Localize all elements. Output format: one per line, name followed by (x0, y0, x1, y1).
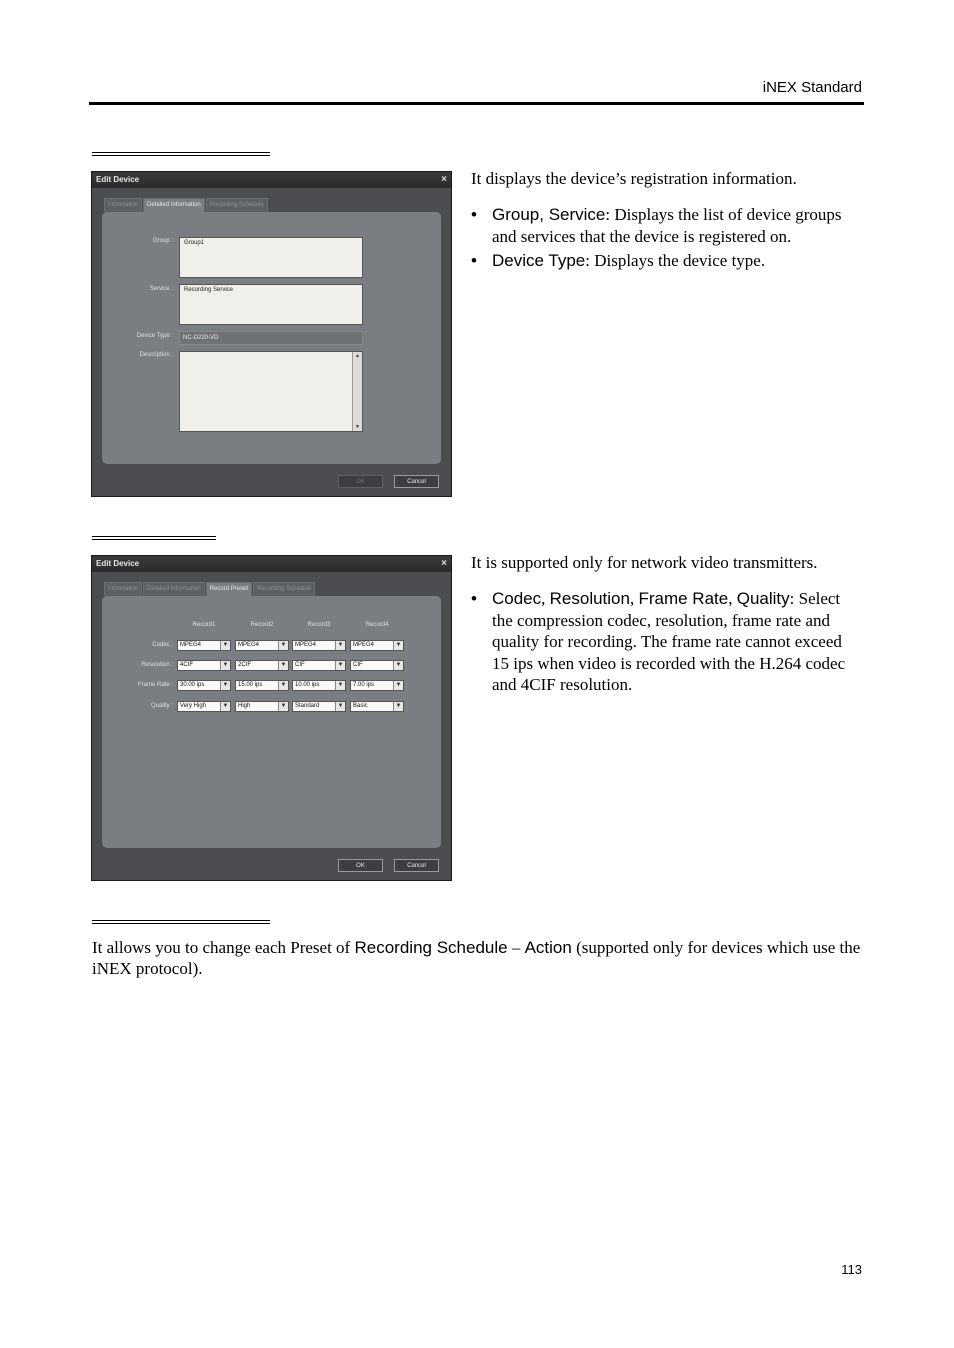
record-preset-panel (102, 596, 441, 848)
dialog-tabs (104, 198, 269, 212)
section3-term-action: Action (524, 938, 572, 957)
chevron-down-icon: ▼ (278, 661, 288, 670)
group-list[interactable] (179, 237, 363, 278)
dialog-title: Edit Device (92, 172, 451, 188)
description-scrollbar[interactable] (352, 352, 362, 431)
device-type-label: Device Type : (136, 333, 173, 339)
group-value: Group1 (184, 240, 205, 246)
service-label: Service : (149, 286, 173, 292)
codec-label: Codec : (152, 642, 173, 648)
bullet-term: Group, Service (492, 205, 606, 224)
scroll-down-icon[interactable]: ▼ (355, 424, 360, 430)
ok-button[interactable]: OK (338, 859, 383, 872)
chevron-down-icon: ▼ (220, 702, 230, 711)
select-value: MPEG4 (180, 642, 202, 648)
column-header-record2: Record2 (250, 622, 274, 628)
frame-rate-select-3[interactable] (292, 680, 346, 691)
bullet-term-resolution: Resolution (549, 589, 630, 608)
section1-bullets (471, 204, 863, 275)
column-header-record3: Record3 (307, 622, 331, 628)
quality-select-4[interactable] (350, 701, 404, 712)
chevron-down-icon: ▼ (335, 661, 345, 670)
chevron-down-icon: ▼ (335, 681, 345, 690)
column-header-record1: Record1 (192, 622, 216, 628)
quality-label: Quality : (150, 703, 173, 709)
select-value: CIF (353, 662, 363, 668)
tab-recording-schedule[interactable]: Recording Schedule (253, 582, 315, 596)
chevron-down-icon: ▼ (393, 681, 403, 690)
service-list[interactable] (179, 284, 363, 325)
bullet-desc: : Displays the device type. (585, 251, 766, 270)
detailed-information-panel (102, 212, 441, 464)
chevron-down-icon: ▼ (335, 641, 345, 650)
select-value: Basic (353, 703, 368, 709)
chevron-down-icon: ▼ (220, 641, 230, 650)
section3-term-recording-schedule: Recording Schedule (354, 938, 508, 957)
list-item (471, 250, 863, 272)
frame-rate-select-1[interactable] (177, 680, 231, 691)
select-value: High (238, 703, 251, 709)
section2-intro: It is supported only for network video transmitters. (471, 553, 818, 572)
chevron-down-icon: ▼ (220, 661, 230, 670)
select-value: MPEG4 (295, 642, 317, 648)
cancel-button[interactable]: Cancel (394, 475, 439, 488)
group-label: Group : (152, 238, 173, 244)
frame-rate-select-2[interactable] (235, 680, 289, 691)
select-value: 30.00 ips (180, 682, 205, 688)
chevron-down-icon: ▼ (278, 641, 288, 650)
section-heading-rule-2 (92, 536, 216, 540)
close-icon[interactable]: × (441, 558, 447, 569)
select-value: 10.00 ips (295, 682, 320, 688)
section3-text-after: (supported only for devices which use the iNEX protocol). (92, 938, 861, 978)
quality-select-1[interactable] (177, 701, 231, 712)
cancel-button[interactable]: Cancel (394, 859, 439, 872)
codec-select-2[interactable] (235, 640, 289, 651)
dialog-tabs (104, 582, 316, 596)
resolution-select-4[interactable] (350, 660, 404, 671)
select-value: 15.00 ips (238, 682, 263, 688)
bullet-term: Device Type (492, 251, 586, 270)
bullet-desc: : Displays the list of device groups and services that the device is registered on. (492, 205, 842, 246)
chevron-down-icon: ▼ (393, 702, 403, 711)
tab-recording-schedule[interactable]: Recording Schedule (206, 198, 268, 212)
service-value: Recording Service (184, 287, 234, 293)
chevron-down-icon: ▼ (278, 681, 288, 690)
header-rule (89, 102, 864, 105)
list-item: • Codec, Resolution, Frame Rate, Quality: Select the compression codec, resolution, frame rate and quality for recording. The frame rate cannot exceed 15 ips when video is recorded with the H.264 codec and 4CIF resolution. (471, 588, 863, 696)
bullet-term-codec: Codec (492, 589, 542, 608)
device-type-field: NC-D220-VD (179, 331, 363, 345)
tab-information[interactable]: Information (104, 198, 142, 212)
select-value: Standard (295, 703, 320, 709)
tab-detailed-information[interactable]: Detailed Information (143, 198, 205, 213)
quality-select-2[interactable] (235, 701, 289, 712)
codec-select-1[interactable] (177, 640, 231, 651)
bullet-term-frame-rate: Frame Rate (638, 589, 729, 608)
select-value: MPEG4 (353, 642, 375, 648)
chevron-down-icon: ▼ (278, 702, 288, 711)
select-value: Very High (180, 703, 207, 709)
resolution-select-2[interactable] (235, 660, 289, 671)
section3-text-before: It allows you to change each Preset of (92, 938, 355, 957)
frame-rate-label: Frame Rate : (137, 682, 173, 688)
chevron-down-icon: ▼ (335, 702, 345, 711)
codec-select-3[interactable] (292, 640, 346, 651)
select-value: 7.00 ips (353, 682, 375, 688)
select-value: CIF (295, 662, 305, 668)
running-header: iNEX Standard (762, 79, 862, 96)
section2-bullets (471, 588, 863, 699)
dialog-title: Edit Device (92, 556, 451, 572)
tab-detailed-information[interactable]: Detailed Information (143, 582, 205, 596)
edit-device-dialog-record-preset (91, 555, 452, 881)
edit-device-dialog-detailed (91, 171, 452, 497)
codec-select-4[interactable] (350, 640, 404, 651)
close-icon[interactable]: × (441, 174, 447, 185)
scroll-up-icon[interactable]: ▲ (355, 353, 360, 359)
description-textarea[interactable] (179, 351, 363, 432)
select-value: 4CIF (180, 662, 194, 668)
column-header-record4: Record4 (365, 622, 389, 628)
chevron-down-icon: ▼ (393, 641, 403, 650)
description-label: Description : (139, 352, 173, 358)
tab-information[interactable]: Information (104, 582, 142, 596)
list-item (471, 204, 863, 247)
section3-dash: – (507, 938, 525, 957)
section3-paragraph (92, 937, 863, 979)
select-value: 2CIF (238, 662, 252, 668)
section1-intro: It displays the device’s registration information. (471, 169, 797, 188)
page-number: 113 (841, 1262, 862, 1277)
chevron-down-icon: ▼ (220, 681, 230, 690)
frame-rate-select-4[interactable] (350, 680, 404, 691)
ok-button[interactable]: OK (338, 475, 383, 488)
tab-record-preset[interactable]: Record Preset (206, 582, 252, 597)
quality-select-3[interactable] (292, 701, 346, 712)
resolution-label: Resolution : (141, 662, 173, 668)
resolution-select-3[interactable] (292, 660, 346, 671)
bullet-desc: : Select the compression codec, resolution, frame rate and quality for recording. The frame rate cannot exceed 15 ips when video is recorded with the H.264 codec and 4CIF resolution. (492, 589, 846, 694)
chevron-down-icon: ▼ (393, 661, 403, 670)
bullet-term-quality: Quality (736, 589, 790, 608)
resolution-select-1[interactable] (177, 660, 231, 671)
select-value: MPEG4 (238, 642, 260, 648)
section-heading-rule-1 (92, 152, 270, 156)
section-heading-rule-3 (92, 920, 270, 924)
